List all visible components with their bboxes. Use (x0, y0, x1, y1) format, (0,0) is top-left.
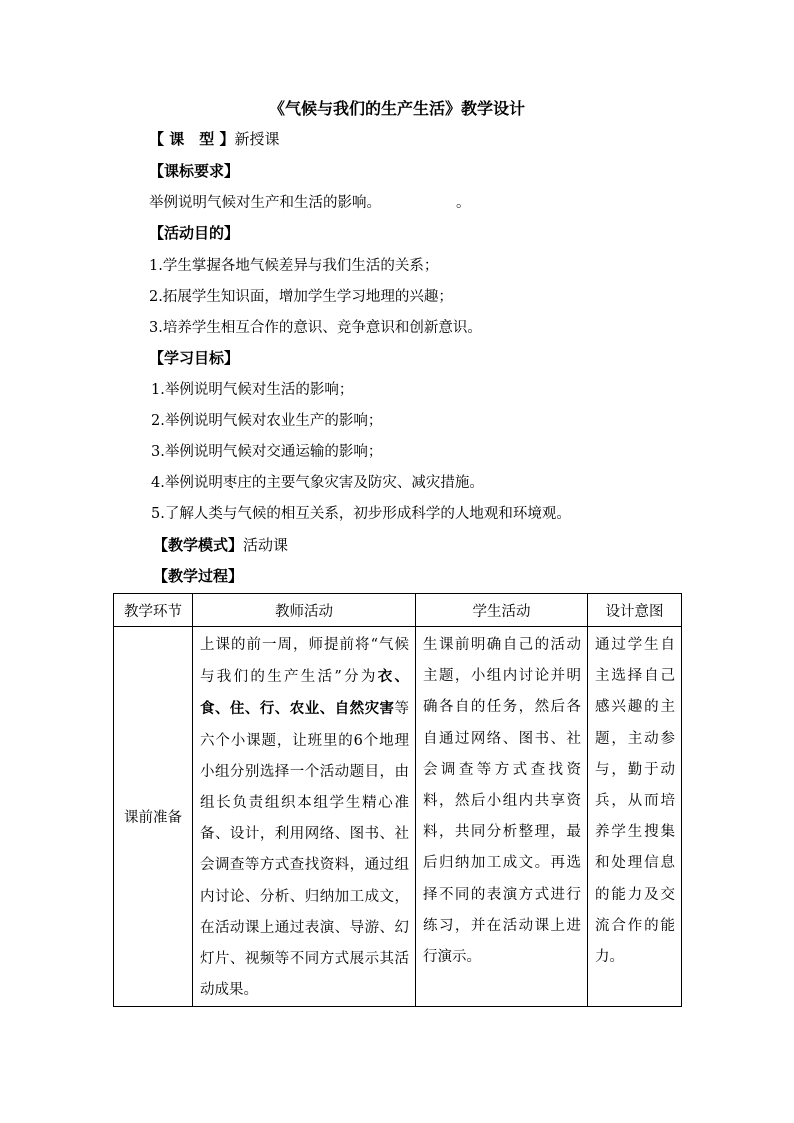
activity-goals-heading: 【活动目的】 (149, 224, 240, 242)
teaching-mode-label: 【教学模式】 (153, 536, 244, 554)
teaching-mode-row (153, 534, 288, 555)
learning-goal-item: 3.举例说明气候对交通运输的影响； (151, 444, 383, 460)
document-title: 《气候与我们的生产生活》教学设计 (268, 99, 525, 118)
learning-goal-item: 4.举例说明枣庄的主要气象灾害及防灾、减灾措施。 (151, 475, 484, 491)
column-header: 设计意图 (588, 594, 682, 627)
design-intent-cell (588, 627, 682, 1007)
learning-goal-item: 5.了解人类与气候的相互关系，初步形成科学的人地观和环境观。 (151, 506, 571, 522)
process-heading: 【教学过程】 (153, 567, 244, 585)
course-type-row (149, 128, 279, 149)
design-intent-text: 通过学生自主选择自己感兴趣的主题，主动参与，勤于动兵，从而培养学生搜集和处理信息的能力及交流合作的能力。 (595, 637, 675, 966)
learning-goals-heading: 【学习目标】 (149, 349, 240, 367)
column-header: 教学环节 (114, 594, 193, 627)
column-header: 教师活动 (193, 594, 416, 627)
learning-goal-item: 2.举例说明气候对农业生产的影响； (151, 413, 383, 429)
teacher-activity-text-rest: 等六个小课题，让班里的6个地理小组分别选择一个活动题目，由组长负责组织本组学生精心准备、设计，利用网络、图书、社会调查等方式查找资料，通过组内讨论、分析、归纳加工成文，在活动课上通过表演、导游、幻灯片、视频等不同方式展示其活动成果。 (200, 701, 409, 999)
course-type-label: 【 课 型 】 (149, 130, 235, 148)
student-activity-text: 生课前明确自己的活动主题，小组内讨论并明确各自的任务，然后各自通过网络、图书、社会调查等方式查找资料，然后小组内共享资料，共同分析整理，最后归纳加工成文。再选择不同的表演方式进行练习，并在活动课上进行演示。 (423, 637, 581, 966)
table-header-row (114, 594, 682, 627)
table-row (114, 627, 682, 1007)
teacher-activity-text: 上课的前一周，师提前将“气候与我们的生产生活”分为 (200, 637, 409, 686)
standard-text: 举例说明气候对生产和生活的影响。 (149, 195, 381, 211)
course-type-value: 新授课 (234, 130, 280, 148)
learning-goal-item: 1.举例说明气候对生活的影响； (151, 382, 354, 398)
activity-goal-item: 2.拓展学生知识面，增加学生学习地理的兴趣； (149, 289, 453, 305)
stage-cell: 课前准备 (114, 627, 193, 1007)
student-activity-cell (416, 627, 588, 1007)
activity-goal-item: 1.学生掌握各地气候差异与我们生活的关系； (149, 258, 439, 274)
teacher-activity-cell (193, 627, 416, 1007)
teaching-mode-value: 活动课 (243, 536, 289, 554)
teaching-process-table (113, 593, 682, 1007)
standard-heading: 【课标要求】 (149, 162, 240, 180)
standard-trailing-mark: 。 (456, 195, 471, 211)
teacher-activity-topics: 衣、食、住、行、农业、自然灾害 (200, 668, 410, 718)
column-header: 学生活动 (416, 594, 588, 627)
activity-goal-item: 3.培养学生相互合作的意识、竞争意识和创新意识。 (149, 320, 482, 336)
